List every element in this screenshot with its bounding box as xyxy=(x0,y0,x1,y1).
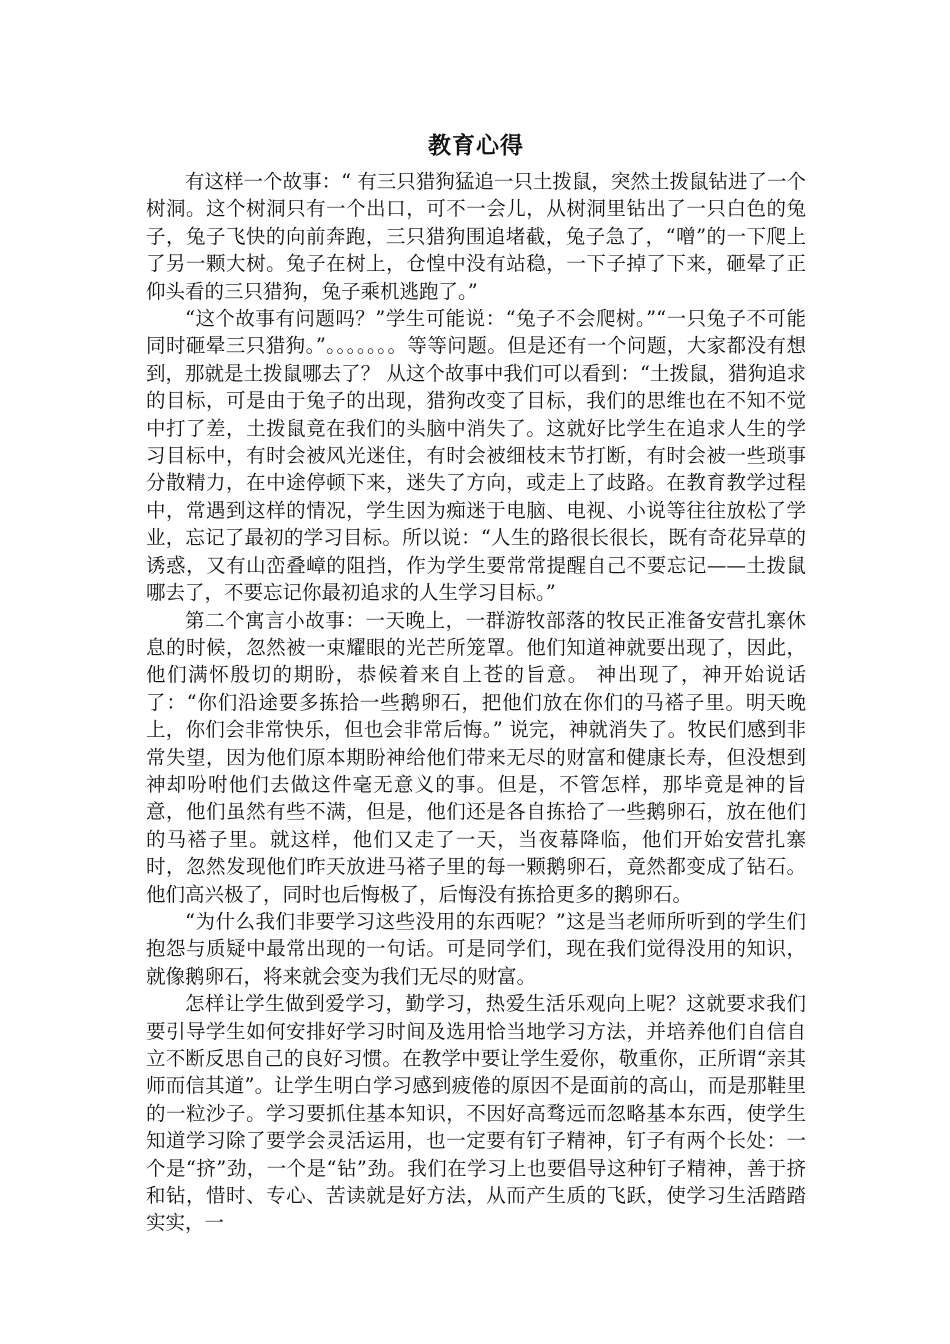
paragraph-study-method: 怎样让学生做到爱学习，勤学习，热爱生活乐观向上呢？这就要求我们要引导学生如何安排好学习时间及选用恰当地学习方法，并培养他们自信自立不断反思自己的良好习惯。在教学中要让学生爱你，敬重你，正所谓“亲其师而信其道”。让学生明白学习感到疲倦的原因不是面前的高山，而是那鞋里的一粒沙子。学习要抓住基本知识，不因好高骛远而忽略基本东西，使学生知道学习除了要学会灵活运用，也一定要有钉子精神，钉子有两个长处：一个是“挤”劲，一个是“钻”劲。我们在学习上也要倡导这种钉子精神，善于挤和钻，惜时、专心、苦读就是好方法，从而产生质的飞跃，使学习生活踏踏实实，一 xyxy=(146,992,806,1235)
paragraph-rabbit-story: 有这样一个故事：“ 有三只猎狗猛追一只土拨鼠，突然土拨鼠钻进了一个树洞。这个树洞只有一个出口，可不一会儿，从树洞里钻出了一只白色的兔子，兔子飞快的向前奔跑，三只猎狗围追堵截，兔子急了，“噌”的一下爬上了另一颗大树。兔子在树上，仓惶中没有站稳，一下子掉了下来，砸晕了正仰头看的三只猎狗，兔子乘机逃跑了。” xyxy=(146,170,806,303)
paragraph-useless-knowledge: “为什么我们非要学习这些没用的东西呢？”这是当老师所听到的学生们抱怨与质疑中最常出现的一句话。可是同学们，现在我们觉得没用的知识，就像鹅卵石，将来就会变为我们无尽的财富。 xyxy=(146,909,806,988)
document-title: 教育心得 xyxy=(428,132,524,159)
paragraph-pebble-fable: 第二个寓言小故事：一天晚上，一群游牧部落的牧民正准备安营扎寨休息的时候，忽然被一束耀眼的光芒所笼罩。他们知道神就要出现了，因此，他们满怀殷切的期盼，恭候着来自上苍的旨意。 神出现了，神开始说话了：“你们沿途要多拣拾一些鹅卵石，把他们放在你们的马褡子里。明天晚上，你们会非常快乐，但也会非常后悔。” 说完，神就消失了。牧民们感到非常失望，因为他们原本期盼神给他们带来无尽的财富和健康长寿，但没想到神却吩咐他们去做这件毫无意义的事。但是，不管怎样，那毕竟是神的旨意，他们虽然有些不满，但是，他们还是各自拣拾了一些鹅卵石，放在他们的马褡子里。就这样，他们又走了一天，当夜幕降临，他们开始安营扎寨时，忽然发现他们昨天放进马褡子里的每一颗鹅卵石，竟然都变成了钻石。他们高兴极了，同时也后悔极了，后悔没有拣拾更多的鹅卵石。 xyxy=(146,608,806,906)
document-page xyxy=(146,128,806,1237)
paragraph-groundhog-question: “这个故事有问题吗？”学生可能说：“兔子不会爬树。”“一只兔子不可能同时砸晕三只猎狗。”。。。。。。。等等问题。但是还有一个问题，大家都没有想到，那就是土拨鼠哪去了？ 从这个故事中我们可以看到：“土拨鼠，猎狗追求的目标，可是由于兔子的出现，猎狗改变了目标，我们的思维也在不知不觉中打了差，土拨鼠竟在我们的头脑中消失了。这就好比学生在追求人生的学习目标中，有时会被风光迷住，有时会被细枝末节打断，有时会被一些琐事分散精力，在中途停顿下来，迷失了方向，或走上了歧路。在教育教学过程中，常遇到这样的情况，学生因为痴迷于电脑、电视、小说等往往放松了学业，忘记了最初的学习目标。所以说：“人生的路很长很长，既有奇花异草的诱惑，又有山峦叠嶂的阻挡，作为学生要常常提醒自己不要忘记——土拨鼠哪去了，不要忘记你最初追求的人生学习目标。” xyxy=(146,307,806,605)
